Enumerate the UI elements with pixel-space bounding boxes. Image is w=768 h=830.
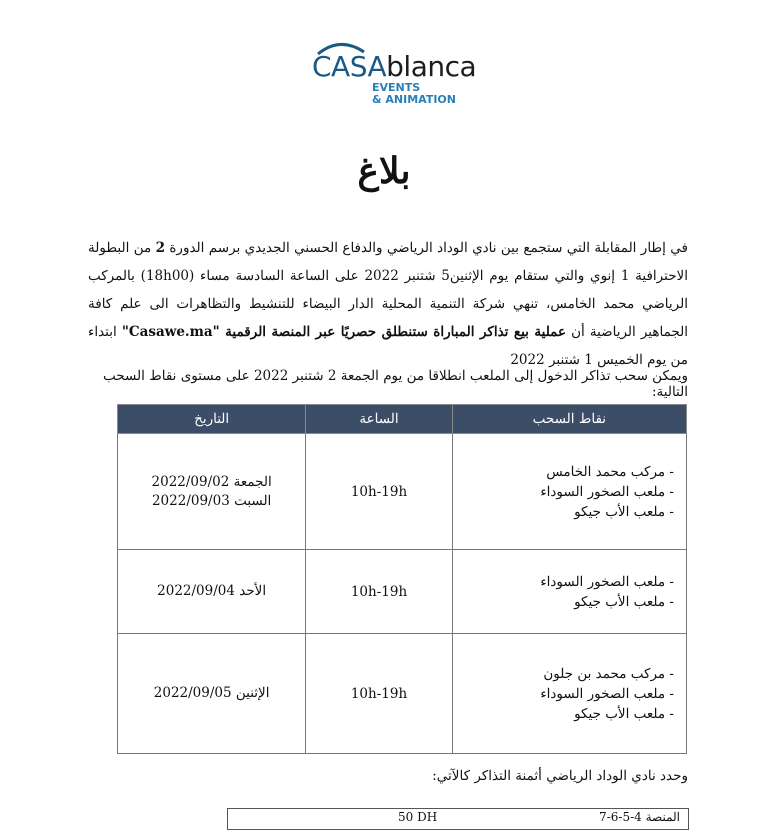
pickup-table bbox=[117, 404, 687, 754]
price-value: 50 DH bbox=[398, 810, 438, 824]
logo-wordmark: CASAblanca bbox=[312, 50, 477, 83]
price-label: المنصة 4-5-6-7 bbox=[599, 810, 680, 824]
prices-intro: وحدد نادي الوداد الرياضي أثمنة التذاكر كالآتي: bbox=[432, 768, 688, 784]
row-hour: 10h-19h bbox=[306, 550, 452, 634]
header-hour: الساعة bbox=[306, 405, 452, 434]
header-date: التاريخ bbox=[118, 405, 306, 434]
table-row bbox=[118, 434, 687, 550]
row-date: الإثنين 2022/09/05 bbox=[118, 634, 306, 754]
row-hour: 10h-19h bbox=[306, 634, 452, 754]
row-points: - مركب محمد بن جلون - ملعب الصخور السوداء - ملعب الأب جيكو bbox=[452, 634, 686, 754]
table-header-row bbox=[118, 405, 687, 434]
row-points: - ملعب الصخور السوداء - ملعب الأب جيكو bbox=[452, 550, 686, 634]
row-hour: 10h-19h bbox=[306, 434, 452, 550]
row-date: الأحد 2022/09/04 bbox=[118, 550, 306, 634]
header-points: نقاط السحب bbox=[452, 405, 686, 434]
announcement-paragraph: في إطار المقابلة التي ستجمع بين نادي الوداد الرياضي والدفاع الحسني الجديدي برسم الدورة 2 من البطولة الاحترافية 1 إنوي والتي ستقام يوم الإثنين5 شتنبر 2022 على الساعة السادسة مساء (18h00) بالمركب الرياضي محمد الخامس، تنهي شركة التنمية المحلية الدار البيضاء للتنشيط والتظاهرات الى علم كافة الجماهير الرياضية أن عملية بيع تذاكر المباراة ستنطلق حصريًا عبر المنصة الرقمية "Casawe.ma" ابتداء من يوم الخميس 1 شتنبر 2022 bbox=[88, 240, 688, 368]
row-date: الجمعة 2022/09/02 السبت 2022/09/03 bbox=[118, 434, 306, 550]
casablanca-logo bbox=[312, 38, 477, 108]
pickup-intro: ويمكن سحب تذاكر الدخول إلى الملعب انطلاقا من يوم الجمعة 2 شتنبر 2022 على مستوى نقاط السحب التالية: bbox=[103, 368, 688, 400]
page-title: بلاغ bbox=[357, 150, 411, 192]
table-row bbox=[118, 634, 687, 754]
table-row bbox=[118, 550, 687, 634]
row-points: - مركب محمد الخامس - ملعب الصخور السوداء - ملعب الأب جيكو bbox=[452, 434, 686, 550]
logo-subtitle: EVENTS & ANIMATION bbox=[372, 81, 456, 106]
price-row bbox=[227, 808, 689, 830]
